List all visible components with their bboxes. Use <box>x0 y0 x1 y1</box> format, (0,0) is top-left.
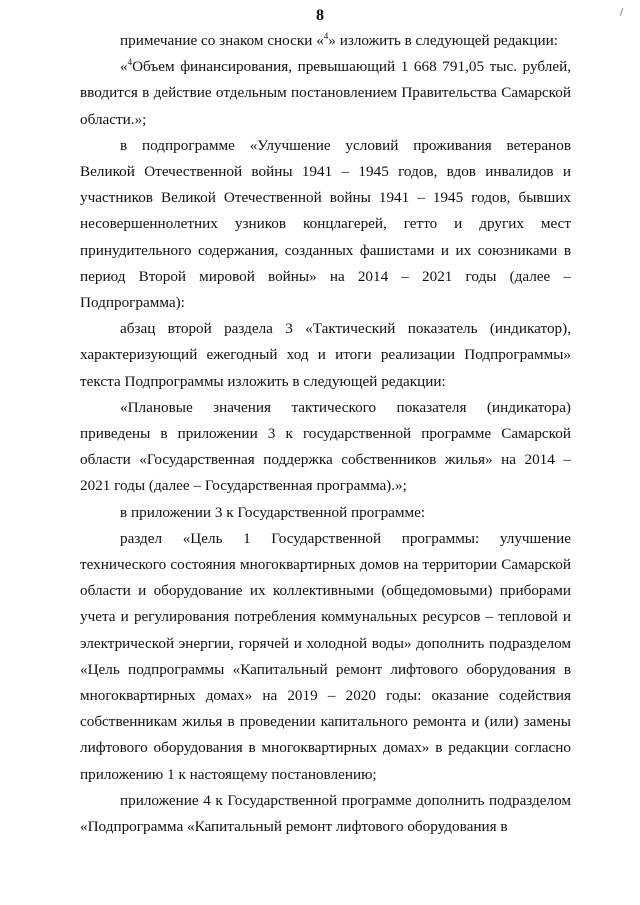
paragraph-financing <box>80 54 571 133</box>
paragraph-text: в подпрограмме «Улучшение условий проживания ветеранов Великой Отечественной войны 1941 – 1945 годов, вдов инвалидов и участников Великой Отечественной войны 1941 – 1945 годов, бывших несовершеннолетних узников концлагерей, гетто и других мест принудительного содержания, созданных фашистами и их союзниками в период Второй мировой войны» на 2014 – 2021 годы (далее – Подпрограмма): <box>80 136 571 312</box>
paragraph-text: в приложении 3 к Государственной программе: <box>120 503 426 521</box>
paragraph-text: абзац второй раздела 3 «Тактический показатель (индикатор), характеризующий ежегодный ход и итоги реализации Подпрограммы» текста Подпрограммы изложить в следующей редакции: <box>80 320 571 390</box>
paragraph-subprogram-veterans <box>80 133 571 316</box>
paragraph-appendix-3 <box>80 500 571 526</box>
paragraph-text: раздел «Цель 1 Государственной программы: улучшение технического состояния многоквартирных домов на территории Самарской области и оборудование их коллективными (общедомовыми) приборами учета и регулирования потребления коммунальных ресурсов – тепловой и электрической энергии, горячей и холодной воды» дополнить подразделом «Цель подпрограммы «Капитальный ремонт лифтового оборудования в многоквартирных домах» на 2019 – 2020 годы: оказание содействия собственникам жилья в проведении капитального ремонта и (или) замены лифтового оборудования в многоквартирных домах» в редакции согласно приложению 1 к настоящему постановлению; <box>80 529 571 783</box>
document-body <box>80 28 571 840</box>
footnote-marker: 4 <box>127 57 133 68</box>
paragraph-planned-values <box>80 395 571 500</box>
paragraph-text: примечание со знаком сноски « <box>120 32 324 49</box>
paragraph-text: Объем финансирования, превышающий 1 668 791,05 тыс. рублей, вводится в действие отдельным постановлением Правительства Самарской области.»; <box>80 58 571 128</box>
paragraph-section-3 <box>80 316 571 395</box>
paragraph-text: «Плановые значения тактического показателя (индикатора) приведены в приложении 3 к государственной программе Самарской области «Государственная поддержка собственников жилья» на 2014 – 2021 годы (далее – Государственная программа).»; <box>80 398 571 495</box>
paragraph-goal-1 <box>80 526 571 788</box>
paragraph-footnote-note <box>80 28 571 54</box>
paragraph-text: « <box>120 58 128 76</box>
footnote-marker: 4 <box>323 30 329 41</box>
paragraph-appendix-4 <box>80 788 571 840</box>
page-number: 8 <box>316 7 324 24</box>
paragraph-text: » изложить в следующей редакции: <box>328 32 559 49</box>
paragraph-text: приложение 4 к Государственной программе дополнить подразделом «Подпрограмма «Капитальный ремонт лифтового оборудования в <box>80 791 571 836</box>
